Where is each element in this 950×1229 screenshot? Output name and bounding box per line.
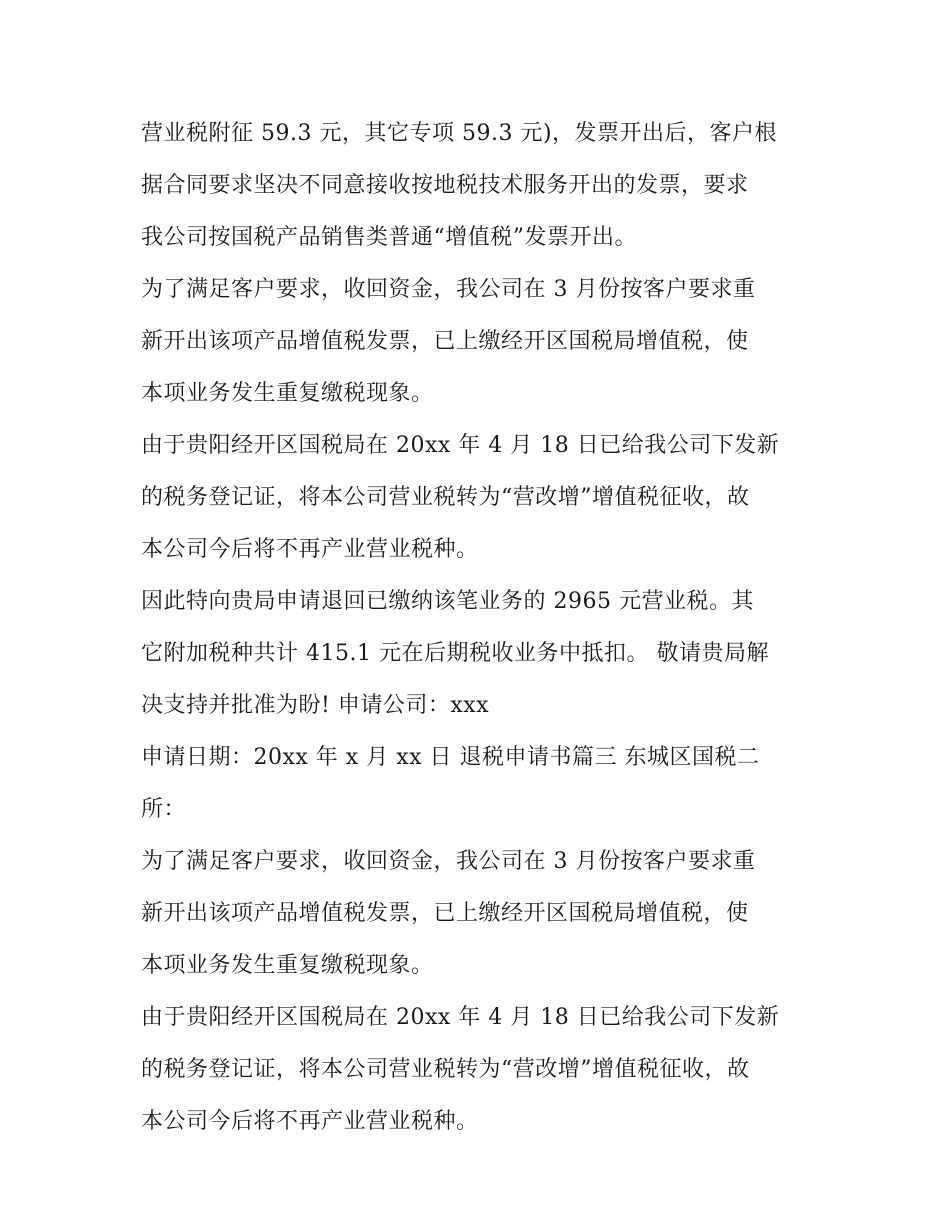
text-line: 为了满足客户要求，收回资金，我公司在 3 月份按客户要求重 (141, 277, 756, 302)
text-line: 新开出该项产品增值税发票，已上缴经开区国税局增值税，使 (141, 901, 749, 926)
text-line: 本公司今后将不再产业营业税种。 (141, 537, 479, 562)
text-line: 本项业务发生重复缴税现象。 (141, 381, 434, 406)
text-line: 本项业务发生重复缴税现象。 (141, 953, 434, 978)
text-line: 由于贵阳经开区国税局在 20xx 年 4 月 18 日已给我公司下发新 (141, 433, 780, 458)
text-line: 决支持并批准为盼! 申请公司：xxx (141, 693, 490, 718)
text-line: 营业税附征 59.3 元，其它专项 59.3 元)，发票开出后，客户根 (141, 121, 778, 146)
text-line: 据合同要求坚决不同意接收按地税技术服务开出的发票，要求 (141, 173, 749, 198)
text-line: 为了满足客户要求，收回资金，我公司在 3 月份按客户要求重 (141, 849, 756, 874)
text-line: 的税务登记证，将本公司营业税转为“营改增”增值税征收，故 (141, 1057, 750, 1082)
text-line: 因此特向贵局申请退回已缴纳该笔业务的 2965 元营业税。其 (141, 589, 754, 614)
text-line: 本公司今后将不再产业营业税种。 (141, 1109, 479, 1134)
text-line: 的税务登记证，将本公司营业税转为“营改增”增值税征收，故 (141, 485, 750, 510)
document-body (141, 108, 821, 1148)
text-line: 申请日期：20xx 年 x 月 xx 日 退税申请书篇三 东城区国税二 (141, 745, 760, 770)
text-line: 我公司按国税产品销售类普通“增值税”发票开出。 (141, 225, 637, 250)
text-line: 所： (141, 797, 187, 822)
text-line: 它附加税种共计 415.1 元在后期税收业务中抵扣。 敬请贵局解 (141, 641, 769, 666)
text-line: 由于贵阳经开区国税局在 20xx 年 4 月 18 日已给我公司下发新 (141, 1005, 780, 1030)
text-line: 新开出该项产品增值税发票，已上缴经开区国税局增值税，使 (141, 329, 749, 354)
